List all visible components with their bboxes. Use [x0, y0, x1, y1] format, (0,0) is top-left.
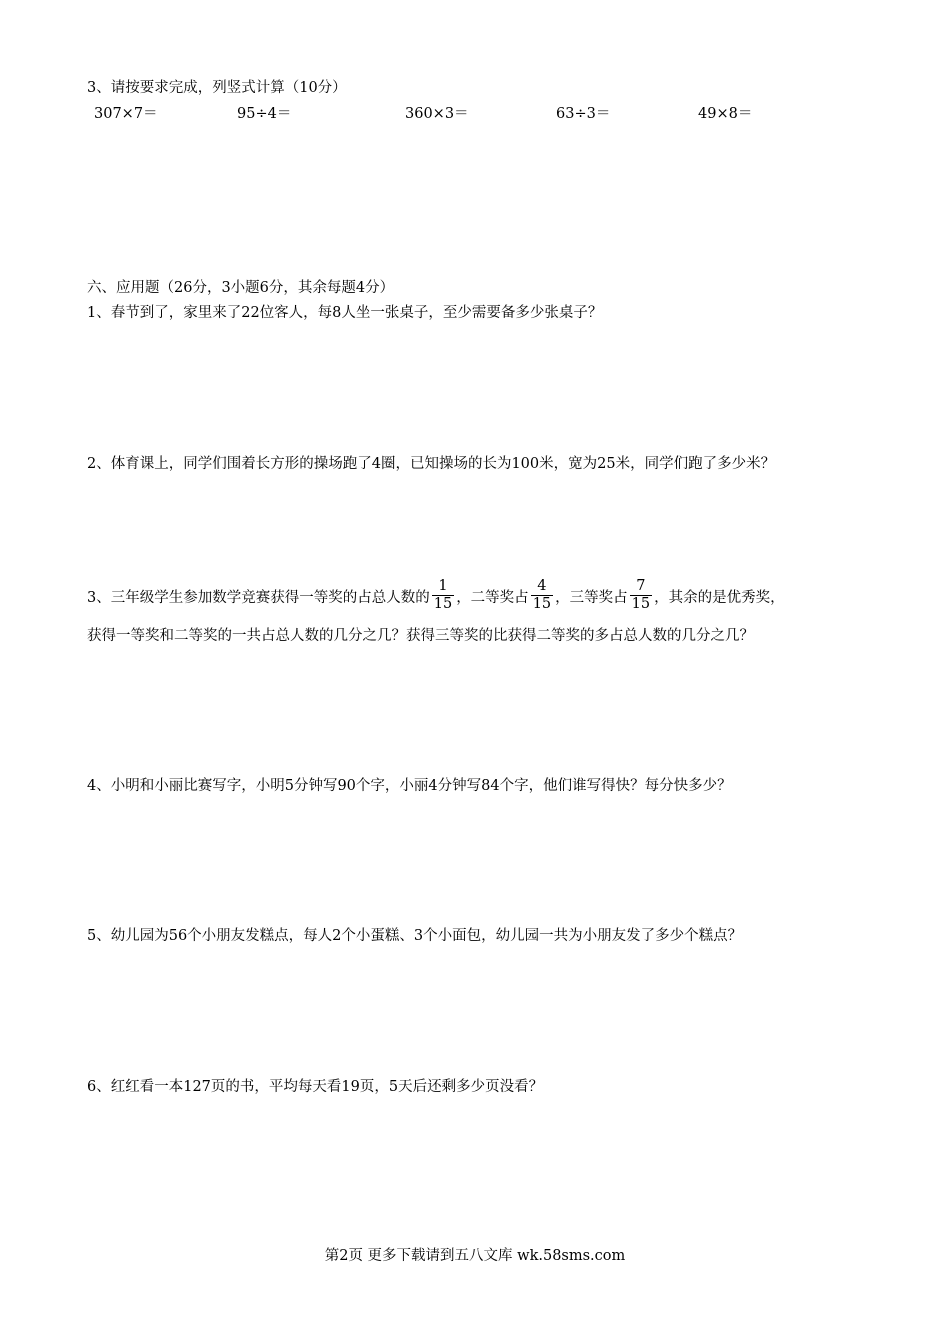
question-6: 6、红红看一本127页的书，平均每天看19页，5天后还剩多少页没看？ — [87, 1079, 544, 1095]
q3-text-1: 3、三年级学生参加数学竞赛获得一等奖的占总人数的 — [87, 590, 430, 606]
calc-item-5: 49×8＝ — [698, 106, 753, 122]
fraction-1-15: $\frac{1}{15}$ — [433, 577, 453, 612]
section-title-applications: 六、应用题（26分，3小题6分，其余每题4分） — [87, 280, 395, 296]
question-3-line-1 — [87, 578, 785, 618]
question-3-line-2: 获得一等奖和二等奖的一共占总人数的几分之几？获得三等奖的比获得二等奖的多占总人数的几分之几？ — [87, 628, 754, 644]
q3-text-2: ，二等奖占 — [456, 590, 529, 606]
page-footer: 第2页 更多下载请到五八文库 wk.58sms.com — [324, 1248, 626, 1264]
question-2: 2、体育课上，同学们围着长方形的操场跑了4圈，已知操场的长为100米，宽为25米，同学们跑了多少米？ — [87, 456, 776, 472]
fraction-4-15: $\frac{4}{15}$ — [532, 577, 552, 612]
calc-item-2: 95÷4＝ — [237, 106, 292, 122]
q3-text-3: ，三等奖占 — [555, 590, 628, 606]
question-1: 1、春节到了，家里来了22位客人，每8人坐一张桌子，至少需要备多少张桌子？ — [87, 305, 603, 321]
question-4: 4、小明和小丽比赛写字，小明5分钟写90个字，小丽4分钟写84个字，他们谁写得快？每分快多少？ — [87, 778, 732, 794]
fraction-7-15: $\frac{7}{15}$ — [631, 577, 651, 612]
q3-text-4: ，其余的是优秀奖， — [654, 590, 785, 606]
calc-item-4: 63÷3＝ — [556, 106, 611, 122]
calc-item-3: 360×3＝ — [405, 106, 469, 122]
calc-question-title: 3、请按要求完成，列竖式计算（10分） — [87, 80, 347, 96]
calc-item-1: 307×7＝ — [94, 106, 158, 122]
question-5: 5、幼儿园为56个小朋友发糕点，每人2个小蛋糕、3个小面包，幼儿园一共为小朋友发了多少个糕点？ — [87, 928, 743, 944]
